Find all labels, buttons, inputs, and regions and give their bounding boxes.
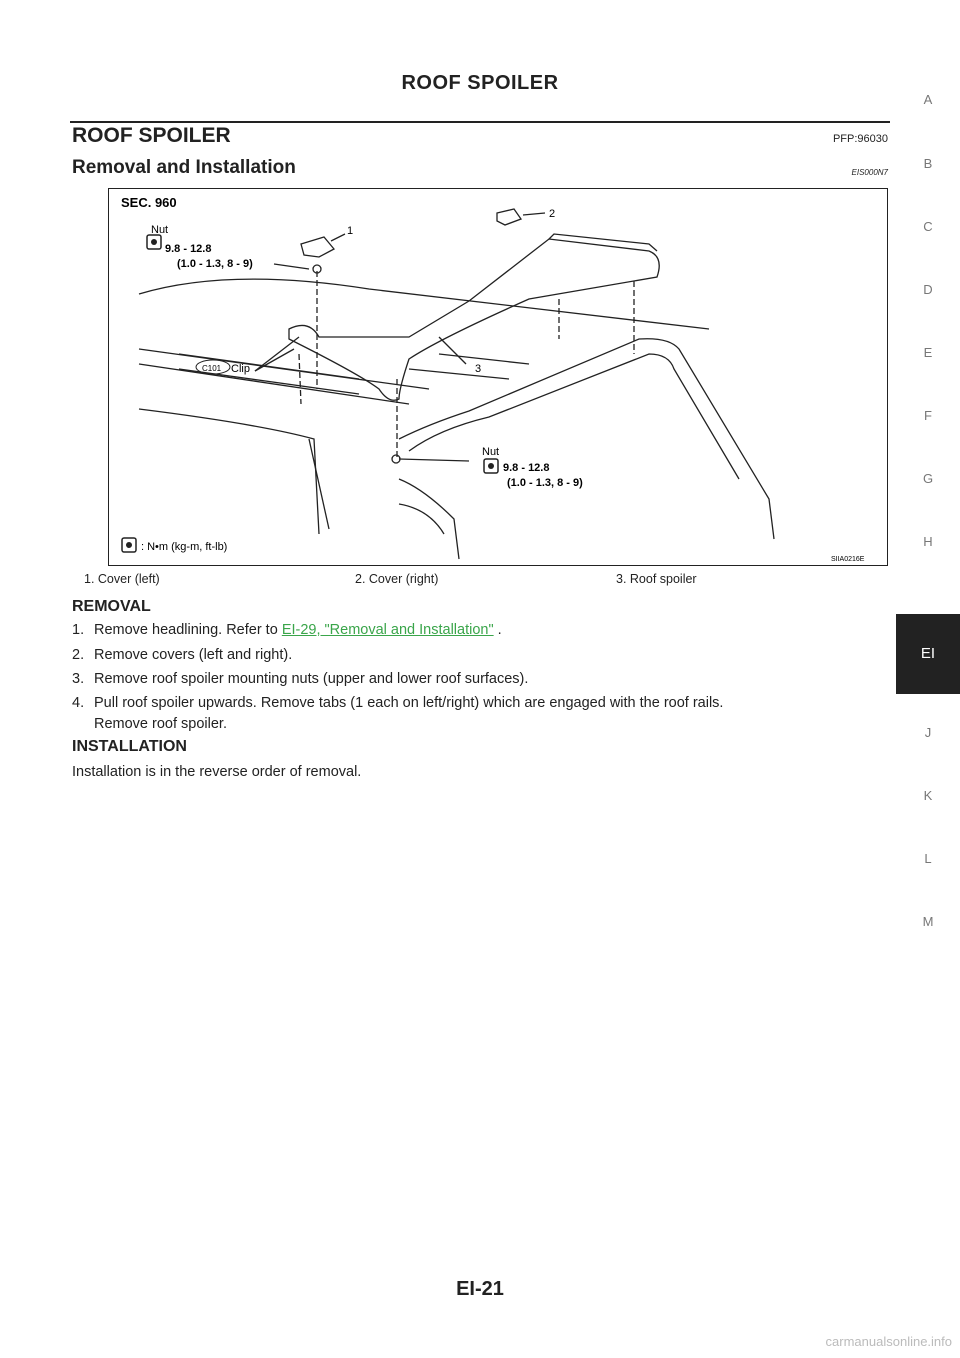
nut-top-leader — [274, 264, 309, 269]
callout-3: 3 — [475, 363, 482, 375]
callout-2: 2 — [549, 208, 556, 220]
step-number: 2. — [72, 647, 85, 663]
image-code: SIIA0216E — [831, 556, 865, 563]
removal-step-4 — [72, 693, 892, 735]
nut-bottom — [392, 455, 400, 463]
part-number: PFP:96030 — [832, 133, 888, 145]
watermark: carmanualsonline.info — [825, 1334, 952, 1349]
header-rule — [70, 121, 890, 123]
tab-k[interactable]: K — [923, 788, 933, 803]
tab-e[interactable]: E — [923, 345, 933, 360]
step-number: 4. — [72, 695, 85, 711]
roof-line-mid — [409, 369, 509, 379]
step-1-text: Remove headlining. Refer to — [94, 622, 282, 638]
roof-spoiler-diagram — [108, 188, 888, 566]
torque-icon-top — [147, 235, 161, 249]
nut-label-bottom: Nut — [482, 446, 500, 458]
tab-a[interactable]: A — [923, 92, 933, 107]
unit-legend: : N•m (kg-m, ft-lb) — [141, 541, 228, 553]
cover-left — [301, 237, 334, 257]
rear-glass-outline — [399, 339, 774, 539]
step-number: 3. — [72, 671, 85, 687]
tail-lamp-inner — [399, 504, 444, 534]
tab-g[interactable]: G — [922, 471, 934, 486]
removal-step-2 — [72, 645, 892, 666]
roof-line-mid-2 — [439, 354, 529, 364]
clip-label: Clip — [231, 363, 250, 375]
spoiler-top-edge — [549, 234, 657, 251]
removal-step-1 — [72, 620, 892, 641]
torque-bottom-line2: (1.0 - 1.3, 8 - 9) — [507, 477, 583, 489]
nut-bottom-leader — [399, 459, 469, 461]
step-1-tail: . — [493, 622, 502, 638]
legend-item-3: 3. Roof spoiler — [616, 572, 697, 586]
legend-item-2: 2. Cover (right) — [355, 572, 439, 586]
sec-number: SEC. 960 — [121, 195, 177, 210]
step-4-text-cont: Remove roof spoiler. — [94, 716, 227, 732]
clip-leader-2 — [255, 337, 299, 371]
callout-2-leader — [523, 213, 545, 215]
torque-top-line1: 9.8 - 12.8 — [165, 243, 212, 255]
subsection-code: EIS000N7 — [851, 168, 888, 177]
tab-b[interactable]: B — [923, 156, 933, 171]
torque-icon-bottom — [484, 459, 498, 473]
torque-top-line2: (1.0 - 1.3, 8 - 9) — [177, 258, 253, 270]
removal-step-3 — [72, 669, 892, 690]
callout-1: 1 — [347, 225, 354, 237]
section-title: ROOF SPOILER — [72, 124, 231, 147]
body-side-line — [139, 409, 319, 534]
removal-heading: REMOVAL — [72, 598, 151, 615]
step-2-text: Remove covers (left and right). — [94, 647, 293, 663]
tab-j[interactable]: J — [924, 725, 932, 740]
nut-label-top: Nut — [151, 224, 169, 236]
torque-icon-legend — [122, 538, 136, 552]
tab-c[interactable]: C — [923, 219, 933, 234]
diagram-drawing — [109, 189, 889, 567]
page-number: EI-21 — [456, 1278, 504, 1300]
tab-h[interactable]: H — [923, 534, 933, 549]
step-4-text: Pull roof spoiler upwards. Remove tabs (1 each on left/right) which are engaged with the roof rails. — [94, 695, 724, 711]
tab-d[interactable]: D — [923, 282, 933, 297]
installation-heading: INSTALLATION — [72, 738, 187, 755]
pillar-line — [309, 439, 329, 529]
align-line-3 — [299, 354, 301, 404]
tab-f[interactable]: F — [924, 408, 932, 423]
callout-1-leader — [331, 234, 345, 241]
clip-code: C101 — [202, 364, 222, 373]
cover-right — [497, 209, 521, 225]
callout-3-leader — [439, 337, 466, 364]
page-header: ROOF SPOILER — [401, 72, 559, 94]
installation-text: Installation is in the reverse order of removal. — [72, 764, 362, 780]
tab-l[interactable]: L — [924, 851, 932, 866]
tail-lamp — [399, 479, 459, 559]
roof-edge-line — [139, 279, 709, 329]
tab-m[interactable]: M — [922, 914, 934, 929]
refer-link[interactable]: EI-29, "Removal and Installation" — [281, 622, 494, 638]
step-number: 1. — [72, 622, 85, 638]
step-3-text: Remove roof spoiler mounting nuts (upper and lower roof surfaces). — [94, 671, 529, 687]
roof-rail-left — [139, 364, 409, 404]
subsection-title: Removal and Installation — [72, 157, 296, 178]
legend-item-1: 1. Cover (left) — [84, 572, 160, 586]
torque-bottom-line1: 9.8 - 12.8 — [503, 462, 550, 474]
tab-ei-active[interactable]: EI — [896, 614, 960, 694]
